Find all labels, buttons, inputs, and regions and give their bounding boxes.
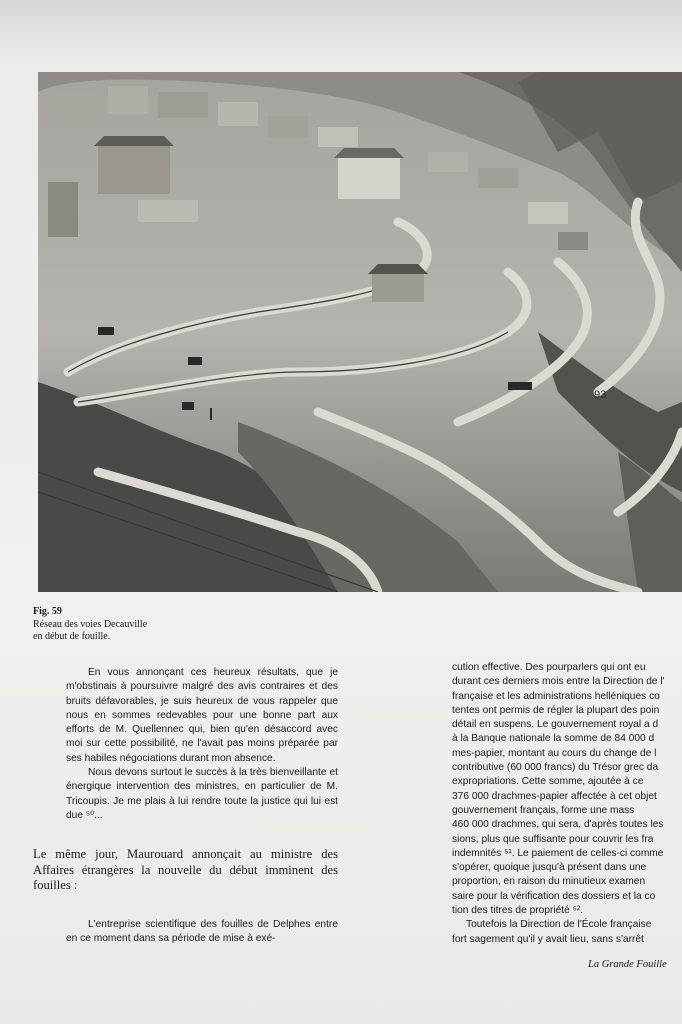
right-line: à la Banque nationale la somme de 84 000 d bbox=[452, 733, 655, 745]
right-line: tion des titres de propriété ⁵². bbox=[452, 905, 584, 917]
left-text-column bbox=[66, 666, 338, 823]
right-line: gouvernement français, forme une mass bbox=[452, 804, 635, 816]
right-line: tentes ont permis de régler la plupart des poin bbox=[452, 704, 660, 716]
figure-label: Fig. 59 bbox=[33, 606, 62, 617]
decauville-railway-landscape bbox=[38, 72, 682, 592]
right-line: mes-papier, montant au cours du change de l bbox=[452, 747, 657, 759]
photo-number-mark: 93 bbox=[594, 389, 607, 401]
running-title: La Grande Fouille bbox=[588, 959, 667, 970]
right-line: Toutefois la Direction de l'École française bbox=[466, 919, 652, 931]
right-line: cution effective. Des pourparlers qui ont eu bbox=[452, 662, 646, 673]
figure-caption bbox=[33, 606, 193, 644]
right-line: expropriations. Cette somme, ajoutée à ce bbox=[452, 776, 644, 788]
left-text-column-lower bbox=[66, 918, 338, 947]
right-line: contributive (60 000 francs) du Trésor grec da bbox=[452, 762, 659, 774]
right-line: s'opérer, quoique jusqu'à présent dans une bbox=[452, 862, 647, 874]
right-line: 460 000 drachmes, qui sera, d'après toutes les bbox=[452, 819, 664, 831]
right-line: française et les administrations helléniques co bbox=[452, 690, 660, 702]
narrative-paragraph: Le même jour, Maurouard annonçait au ministre des Affaires étrangères la nouvelle du début imminent des fouilles : bbox=[33, 847, 338, 893]
paragraph-1: En vous annonçant ces heureux résultats, que je m'obstinais à poursuivre malgré des avis contraires et des bruits défavorables, je suis heureux de vous rappeler que nous en sommes redevables pour une bonne part aux efforts de M. Quellennec qui, bien qu'en désaccord avec moi sur cette possibilité, ne l'avait pas moins préparée par ses habiles négociations durant mon absence. bbox=[66, 667, 338, 764]
paragraph-2: Nous devons surtout le succès à la très bienveillante et énergique intervention des ministres, en particulier de M. Tricoupis. Je me plais à lui rendre toute la justice qui lui est due ⁵⁰... bbox=[66, 767, 338, 821]
right-line: fort sagement qu'il y avait lieu, sans s'arrêt bbox=[452, 933, 644, 945]
right-line: durant ces derniers mois entre la Direction de l' bbox=[452, 676, 665, 688]
caption-line-1: Réseau des voies Decauville bbox=[33, 618, 148, 630]
archival-photograph bbox=[38, 72, 682, 592]
right-line: indemnités ⁵¹. Le paiement de celles-ci comme bbox=[452, 847, 664, 859]
right-line: sions, plus que suffisante pour couvrir les fra bbox=[452, 833, 654, 845]
right-line: détail en suspens. Le gouvernement royal a d bbox=[452, 719, 659, 731]
paragraph-3: L'entreprise scientifique des fouilles de Delphes entre en ce moment dans sa période de mise à exé- bbox=[66, 919, 338, 945]
right-line: proportion, en raison du minutieux examen bbox=[452, 876, 646, 888]
caption-line-2: en début de fouille. bbox=[33, 631, 111, 642]
right-text-column bbox=[452, 661, 682, 947]
right-line: 376 000 drachmes-papier affectée à cet objet bbox=[452, 790, 657, 802]
right-line: saire pour la vérification des dossiers et la co bbox=[452, 890, 656, 902]
